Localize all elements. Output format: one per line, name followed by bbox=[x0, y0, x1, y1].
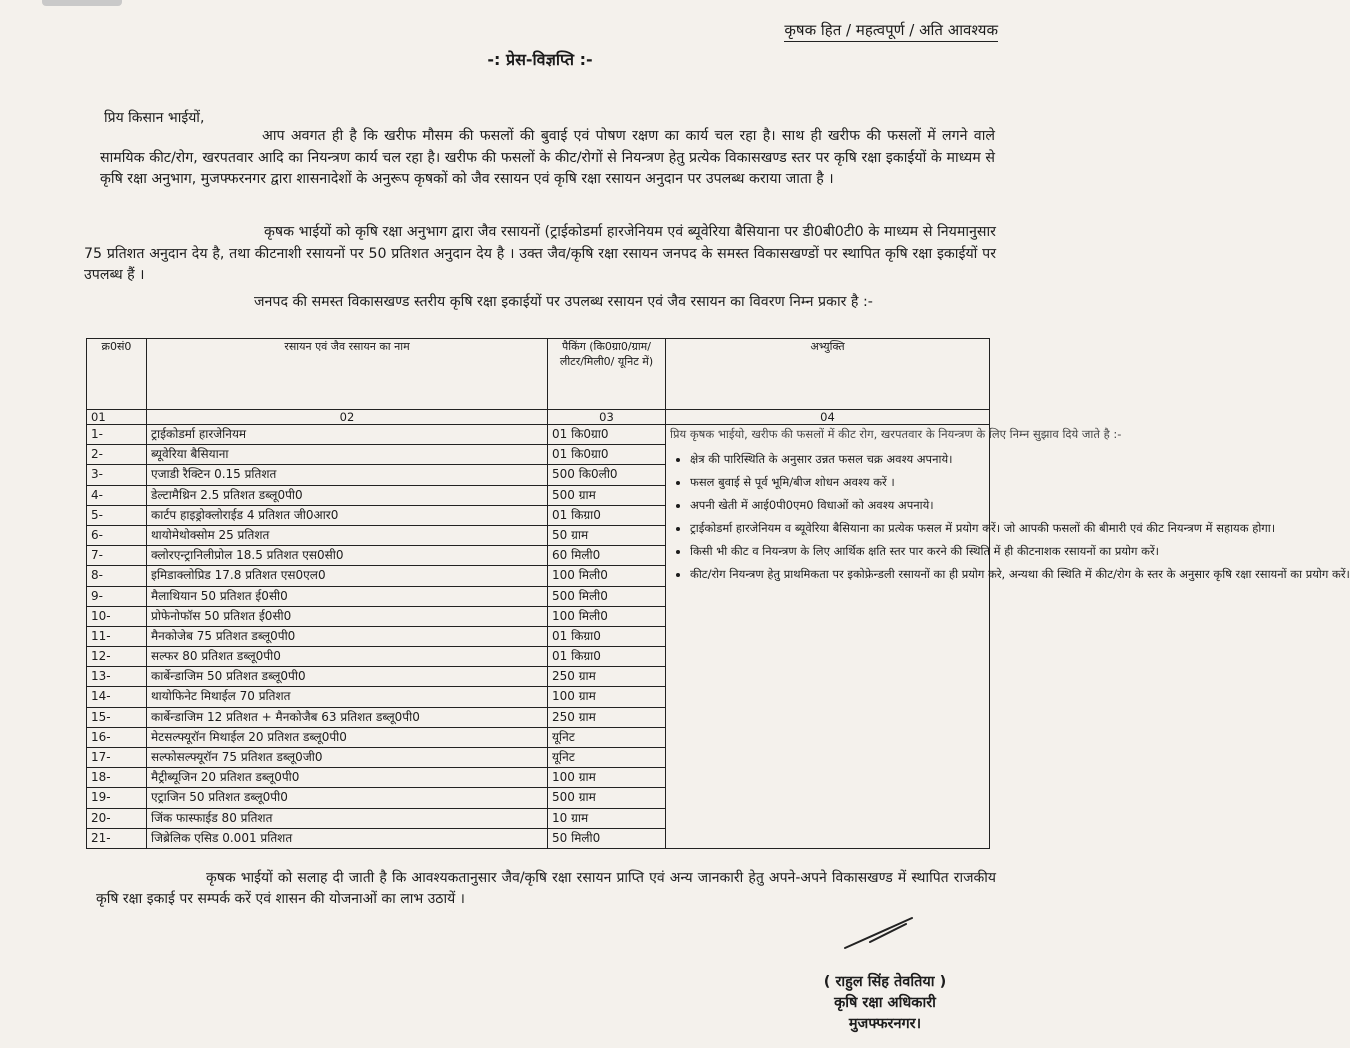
row-chemical-name: थायोमेथोक्सोम 25 प्रतिशत bbox=[147, 525, 548, 545]
row-sn: 15- bbox=[87, 707, 147, 727]
remarks-point: • फसल बुवाई से पूर्व भूमि/बीज शोधन अवश्य करें । bbox=[690, 473, 985, 492]
row-sn: 7- bbox=[87, 546, 147, 566]
row-sn: 14- bbox=[87, 687, 147, 707]
row-sn: 16- bbox=[87, 727, 147, 747]
row-sn: 19- bbox=[87, 788, 147, 808]
row-packing: 60 मिली0 bbox=[548, 546, 666, 566]
col-num-qty: 03 bbox=[548, 410, 666, 425]
header-name: रसायन एवं जैव रसायन का नाम bbox=[147, 339, 548, 410]
row-chemical-name: कार्टप हाइड्रोक्लोराईड 4 प्रतिशत जी0आर0 bbox=[147, 505, 548, 525]
row-sn: 13- bbox=[87, 667, 147, 687]
header-qty: पैकिंग (कि0ग्रा0/ग्राम/ लीटर/मिली0/ यूनिट में) bbox=[548, 339, 666, 410]
row-packing: 01 कि0ग्रा0 bbox=[548, 445, 666, 465]
row-packing: यूनिट bbox=[548, 748, 666, 768]
greeting: प्रिय किसान भाईयों, bbox=[104, 110, 205, 126]
paragraph-3: जनपद की समस्त विकासखण्ड स्तरीय कृषि रक्षा इकाईयों पर उपलब्ध रसायन एवं जैव रसायन का विवरण निम्न प्रकार है :- bbox=[254, 294, 873, 310]
row-chemical-name: इमिडाक्लोप्रिड 17.8 प्रतिशत एस0एल0 bbox=[147, 566, 548, 586]
row-packing: 01 किग्रा0 bbox=[548, 505, 666, 525]
remarks-intro: प्रिय कृषक भाईयो, खरीफ की फसलों में कीट रोग, खरपतवार के नियन्त्रण के लिए निम्न सुझाव दिये जाते है :- bbox=[670, 427, 1122, 441]
row-chemical-name: मैनकोजेब 75 प्रतिशत डब्लू0पी0 bbox=[147, 626, 548, 646]
row-sn: 20- bbox=[87, 808, 147, 828]
row-chemical-name: मेटसल्फ्यूरॉन मिथाईल 20 प्रतिशत डब्लू0पी0 bbox=[147, 727, 548, 747]
row-packing: 250 ग्राम bbox=[548, 667, 666, 687]
row-chemical-name: मैट्रीब्यूजिन 20 प्रतिशत डब्लू0पी0 bbox=[147, 768, 548, 788]
row-chemical-name: कार्बेन्डाजिम 12 प्रतिशत + मैनकोजैब 63 प्रतिशत डब्लू0पी0 bbox=[147, 707, 548, 727]
remarks-list bbox=[670, 450, 1350, 584]
row-chemical-name: सल्फर 80 प्रतिशत डब्लू0पी0 bbox=[147, 647, 548, 667]
header-sn: क्र0सं0 bbox=[87, 339, 147, 410]
row-sn: 18- bbox=[87, 768, 147, 788]
row-chemical-name: एट्राजिन 50 प्रतिशत डब्लू0पी0 bbox=[147, 788, 548, 808]
row-chemical-name: प्रोफेनोफॉस 50 प्रतिशत ई0सी0 bbox=[147, 606, 548, 626]
row-sn: 10- bbox=[87, 606, 147, 626]
header-remarks: अभ्युक्ति bbox=[666, 339, 990, 410]
row-packing: 500 मिली0 bbox=[548, 586, 666, 606]
signatory-designation: कृषि रक्षा अधिकारी bbox=[834, 995, 936, 1011]
row-sn: 1- bbox=[87, 425, 147, 445]
row-chemical-name: एजाडी रैक्टिन 0.15 प्रतिशत bbox=[147, 465, 548, 485]
advice-paragraph: कृषक भाईयों को सलाह दी जाती है कि आवश्यकतानुसार जैव/कृषि रक्षा रसायन प्राप्ति एवं अन्य जानकारी हेतु अपने-अपने विकासखण्ड में स्थापित राजकीय कृषि रक्षा इकाई पर सम्पर्क करें एवं शासन की योजनाओं का लाभ उठायें । bbox=[96, 870, 996, 907]
remarks-point: • अपनी खेती में आई0पी0एम0 विधाओं को अवश्य अपनाये। bbox=[690, 496, 985, 515]
row-packing: 100 मिली0 bbox=[548, 566, 666, 586]
row-chemical-name: ब्यूवेरिया बैसियाना bbox=[147, 445, 548, 465]
top-bar-stub bbox=[42, 0, 122, 6]
row-sn: 2- bbox=[87, 445, 147, 465]
tagline: कृषक हित / महत्वपूर्ण / अति आवश्यक bbox=[784, 20, 998, 42]
paragraph-2: कृषक भाईयों को कृषि रक्षा अनुभाग द्वारा जैव रसायनों (ट्राईकोडर्मा हारजेनियम एवं ब्यूवेरिया बैसियाना पर डी0बी0टी0 के माध्यम से नियमानुसार 75 प्रतिशत अनुदान देय है, तथा कीटनाशी रसायनों पर 50 प्रतिशत अनुदान देय है । उक्त जैव/कृषि रक्षा रसायन जनपद के समस्त विकासखण्डों पर स्थापित कृषि रक्षा इकाईयों पर उपलब्ध हैं । bbox=[84, 224, 996, 283]
remarks-point: • ट्राईकोडर्मा हारजेनियम व ब्यूवेरिया बैसियाना का प्रत्येक फसल में प्रयोग करें। जो आपकी फसलों की बीमारी एवं कीट नियन्त्रण में सहायक होगा। bbox=[690, 519, 985, 538]
row-packing: 50 ग्राम bbox=[548, 525, 666, 545]
row-chemical-name: जिंक फास्फाईड 80 प्रतिशत bbox=[147, 808, 548, 828]
row-chemical-name: सल्फोसल्फ्यूरॉन 75 प्रतिशत डब्लू0जी0 bbox=[147, 748, 548, 768]
row-packing: 500 ग्राम bbox=[548, 788, 666, 808]
row-packing: यूनिट bbox=[548, 727, 666, 747]
row-chemical-name: डेल्टामैथ्रिन 2.5 प्रतिशत डब्लू0पी0 bbox=[147, 485, 548, 505]
row-chemical-name: मैलाथियान 50 प्रतिशत ई0सी0 bbox=[147, 586, 548, 606]
row-sn: 12- bbox=[87, 647, 147, 667]
row-chemical-name: कार्बेन्डाजिम 50 प्रतिशत डब्लू0पी0 bbox=[147, 667, 548, 687]
row-sn: 3- bbox=[87, 465, 147, 485]
row-sn: 17- bbox=[87, 748, 147, 768]
chemicals-table bbox=[86, 338, 1350, 849]
row-chemical-name: जिब्रेलिक एसिड 0.001 प्रतिशत bbox=[147, 828, 548, 848]
remarks-point: • क्षेत्र की पारिस्थिति के अनुसार उन्नत फसल चक्र अवश्य अपनाये। bbox=[690, 450, 985, 469]
row-sn: 11- bbox=[87, 626, 147, 646]
row-sn: 5- bbox=[87, 505, 147, 525]
col-num-sn: 01 bbox=[87, 410, 147, 425]
row-chemical-name: थायोफिनेट मिथाईल 70 प्रतिशत bbox=[147, 687, 548, 707]
table-row bbox=[87, 425, 990, 445]
row-sn: 9- bbox=[87, 586, 147, 606]
remarks-point: • कीट/रोग नियन्त्रण हेतु प्राथमिकता पर इकोफ्रेन्डली रसायनों का ही प्रयोग करे, अन्यथा की स्थिति में कीट/रोग के स्तर के अनुसार कृषि रक्षा रसायनों का प्रयोग करें। bbox=[690, 565, 985, 584]
remarks-cell bbox=[666, 425, 1350, 849]
col-num-name: 02 bbox=[147, 410, 548, 425]
row-packing: 50 मिली0 bbox=[548, 828, 666, 848]
row-packing: 500 कि0ली0 bbox=[548, 465, 666, 485]
row-packing: 250 ग्राम bbox=[548, 707, 666, 727]
row-packing: 10 ग्राम bbox=[548, 808, 666, 828]
remarks-point: • किसी भी कीट व नियन्त्रण के लिए आर्थिक क्षति स्तर पार करने की स्थिति में ही कीटनाशक रसायनों का प्रयोग करें। bbox=[690, 542, 985, 561]
signatory-name: ( राहुल सिंह तेवतिया ) bbox=[823, 974, 947, 990]
row-packing: 100 मिली0 bbox=[548, 606, 666, 626]
row-packing: 500 ग्राम bbox=[548, 485, 666, 505]
row-sn: 8- bbox=[87, 566, 147, 586]
row-packing: 100 ग्राम bbox=[548, 768, 666, 788]
row-packing: 01 किग्रा0 bbox=[548, 626, 666, 646]
row-packing: 100 ग्राम bbox=[548, 687, 666, 707]
row-sn: 4- bbox=[87, 485, 147, 505]
signatory-place: मुजफ्फरनगर। bbox=[848, 1016, 922, 1032]
row-sn: 21- bbox=[87, 828, 147, 848]
row-chemical-name: क्लोरएन्ट्रानिलीप्रोल 18.5 प्रतिशत एस0सी0 bbox=[147, 546, 548, 566]
row-packing: 01 कि0ग्रा0 bbox=[548, 425, 666, 445]
col-num-remarks: 04 bbox=[666, 410, 990, 425]
paragraph-1: आप अवगत ही है कि खरीफ मौसम की फसलों की बुवाई एवं पोषण रक्षण का कार्य चल रहा है। साथ ही खरीफ की फसलों में लगने वाले सामयिक कीट/रोग, खरपतवार आदि का नियन्त्रण कार्य चल रहा है। खरीफ की फसलों के कीट/रोगों से नियन्त्रण हेतु प्रत्येक विकासखण्ड स्तर पर कृषि रक्षा इकाईयों के माध्यम से कृषि रक्षा अनुभाग, मुजफ्फरनगर द्वारा शासनादेशों के अनुरूप कृषकों को जैव रसायन एवं कृषि रक्षा रसायन अनुदान पर उपलब्ध कराया जाता है । bbox=[100, 128, 995, 187]
table-body bbox=[87, 425, 1350, 849]
page-title: -: प्रेस-विज्ञप्ति :- bbox=[487, 50, 593, 69]
signature-block bbox=[800, 972, 970, 1035]
row-sn: 6- bbox=[87, 525, 147, 545]
row-chemical-name: ट्राईकोडर्मा हारजेनियम bbox=[147, 425, 548, 445]
signature-scribble bbox=[840, 910, 920, 960]
row-packing: 01 किग्रा0 bbox=[548, 647, 666, 667]
